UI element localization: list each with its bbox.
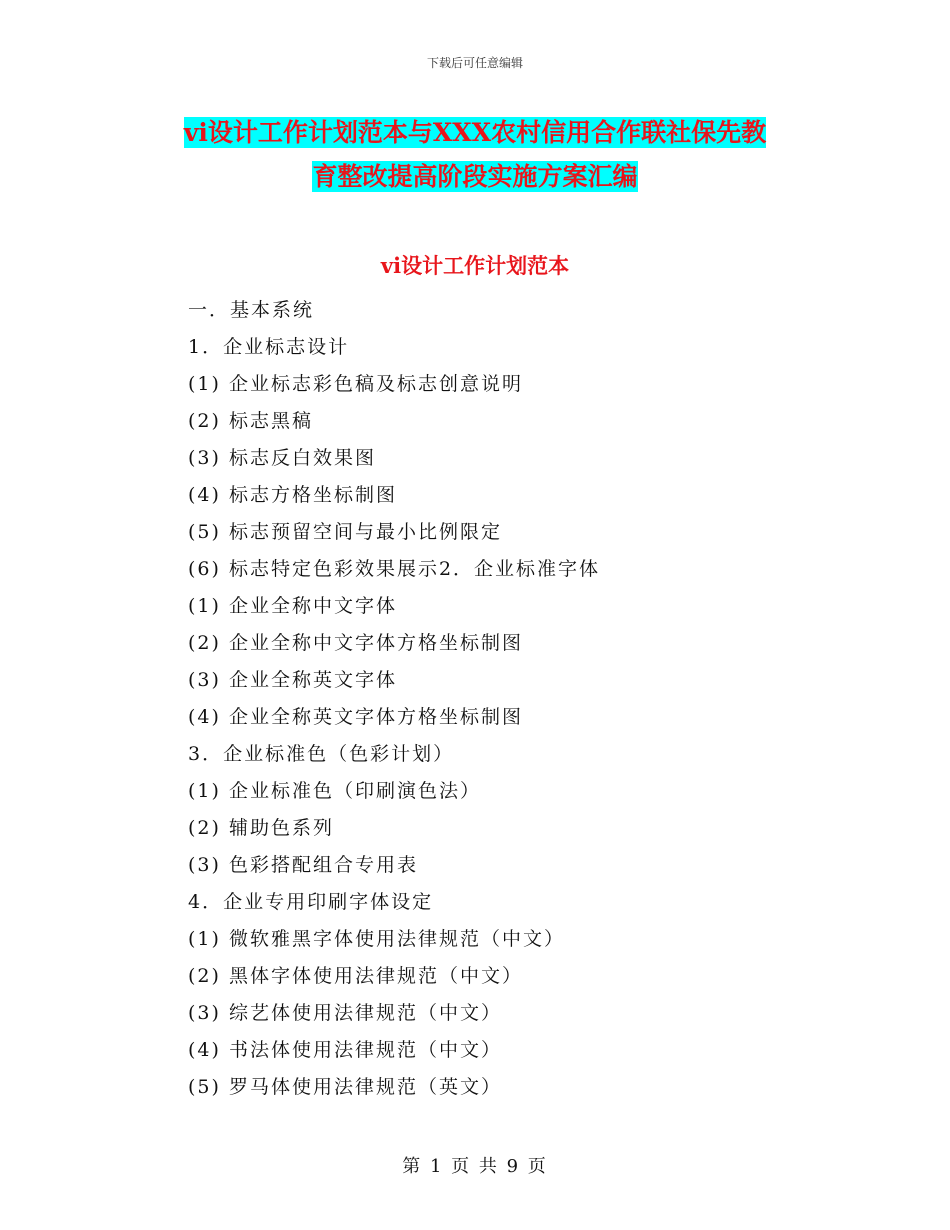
content-line: (6) 标志特定色彩效果展示2．企业标准字体 [188, 558, 601, 580]
content-line: 1．企业标志设计 [188, 336, 350, 358]
content-line: (3) 企业全称英文字体 [188, 669, 397, 691]
content-line: (1) 微软雅黑字体使用法律规范（中文） [188, 928, 565, 950]
content-line: (5) 标志预留空间与最小比例限定 [188, 521, 502, 543]
content-line: (3) 综艺体使用法律规范（中文） [188, 1002, 502, 1024]
document-title-line-1 [0, 113, 950, 149]
page-number-footer: 第 1 页 共 9 页 [402, 1156, 548, 1177]
header-note: 下载后可任意编辑 [426, 56, 523, 70]
content-line: (4) 企业全称英文字体方格坐标制图 [188, 706, 523, 728]
content-line: 一．基本系统 [188, 299, 315, 321]
content-line: (3) 标志反白效果图 [188, 447, 376, 469]
content-line: (4) 书法体使用法律规范（中文） [188, 1039, 502, 1061]
content-line: (2) 辅助色系列 [188, 817, 334, 839]
content-line: 3．企业标准色（色彩计划） [188, 743, 455, 765]
content-line: (1) 企业全称中文字体 [188, 595, 397, 617]
content-list [188, 292, 888, 1106]
content-line: (3) 色彩搭配组合专用表 [188, 854, 418, 876]
content-line: (1) 企业标准色（印刷演色法） [188, 780, 481, 802]
content-line: 4．企业专用印刷字体设定 [188, 891, 434, 913]
document-title-line-2 [0, 157, 950, 193]
document-title-text-2: 育整改提高阶段实施方案汇编 [312, 162, 638, 191]
document-title-text-1: vi设计工作计划范本与XXX农村信用合作联社保先教 [183, 118, 767, 147]
content-line: (1) 企业标志彩色稿及标志创意说明 [188, 373, 523, 395]
content-line: (2) 企业全称中文字体方格坐标制图 [188, 632, 523, 654]
content-line: (4) 标志方格坐标制图 [188, 484, 397, 506]
content-line: (2) 黑体字体使用法律规范（中文） [188, 965, 523, 987]
section-title: vi设计工作计划范本 [380, 253, 570, 278]
content-line: (2) 标志黑稿 [188, 410, 313, 432]
content-line: (5) 罗马体使用法律规范（英文） [188, 1076, 502, 1098]
